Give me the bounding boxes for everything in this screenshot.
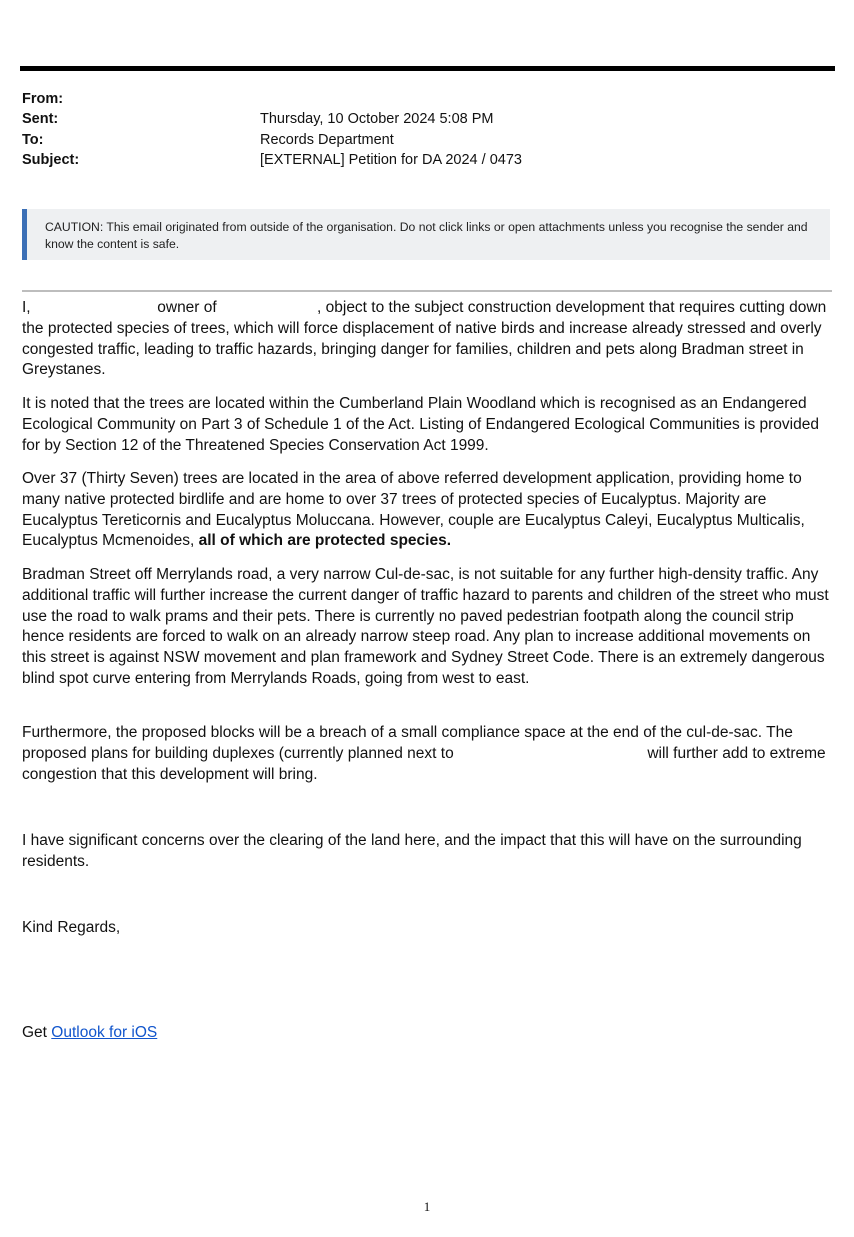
objection-rest: , object to the subject construction development that requires cutting down the protected species of trees, which will force displacement of native birds and increase already stressed and overly congested traffic, leading to traffic hazards, bringing danger for families, children and pets along Bradman street in Greystanes. — [22, 299, 827, 379]
paragraph-traffic: Bradman Street off Merrylands road, a very narrow Cul-de-sac, is not suitable for any further high-density traffic. Any additional traffic will further increase the current danger of traffic hazard to parents and children of the street who must use the road to walk prams and their pets. There is currently no paved pedestrian footpath along the council strip hence residents are forced to walk on an already narrow steep road. Any plan to increase additional movements on this street is against NSW movement and plan framework and Sydney Street Code. There is an extremely dangerous blind spot curve entering from Merrylands Roads, going from west to east. — [22, 566, 829, 687]
redacted-location — [458, 745, 643, 763]
sent-label: Sent: — [22, 111, 59, 127]
trees-text: Over 37 (Thirty Seven) trees are located in the area of above referred development application, providing home to many native protected birdlife and are home to over 37 trees of protected species of Eucalyptus. Majority are Eucalyptus Tereticornis and Eucalyptus Moluccana. However, couple are Eucalyptus Caleyi, Eucalyptus Multicalis, Eucalyptus Mcmenoides, — [22, 470, 805, 550]
protected-species-emphasis: all of which are protected species. — [198, 532, 452, 550]
owner-of-text: owner of — [157, 299, 217, 316]
from-label: From: — [22, 91, 64, 107]
subject-label: Subject: — [22, 152, 80, 168]
paragraph-objection — [22, 298, 834, 381]
signature-line — [22, 1023, 834, 1044]
closing-text: Kind Regards, — [22, 919, 121, 936]
header-rule — [20, 66, 835, 71]
outlook-ios-link[interactable]: Outlook for iOS — [51, 1024, 158, 1041]
paragraph-concerns: I have significant concerns over the clearing of the land here, and the impact that this will have on the surrounding residents. — [22, 832, 802, 870]
page-number: 1 — [423, 1199, 431, 1214]
caution-text: CAUTION: This email originated from outside of the organisation. Do not click links or open attachments unless you recognise the sender and know the content is safe. — [45, 220, 808, 251]
paragraph-compliance — [22, 723, 834, 785]
objection-start: I, — [22, 299, 31, 316]
compliance-text-end: will further add to extreme congestion that this development will bring. — [22, 744, 826, 783]
caution-banner — [22, 209, 830, 260]
redacted-name — [35, 299, 153, 317]
header-separator — [22, 290, 832, 292]
to-label: To: — [22, 132, 44, 148]
get-prefix: Get — [22, 1024, 47, 1041]
to-value: Records Department — [260, 132, 394, 148]
compliance-text-start: Furthermore, the proposed blocks will be a breach of a small compliance space at the end of the cul-de-sac. The proposed plans for building duplexes (currently planned next to — [22, 724, 793, 762]
sent-value: Thursday, 10 October 2024 5:08 PM — [260, 111, 494, 127]
subject-value: [EXTERNAL] Petition for DA 2024 / 0473 — [260, 152, 522, 168]
redacted-address — [221, 299, 317, 317]
paragraph-trees — [22, 469, 834, 552]
paragraph-woodland: It is noted that the trees are located within the Cumberland Plain Woodland which is recognised as an Endangered Ecological Community on Part 3 of Schedule 1 of the Act. Listing of Endangered Ecological Communities is provided for by Section 12 of the Threatened Species Conservation Act 1999. — [22, 395, 819, 454]
